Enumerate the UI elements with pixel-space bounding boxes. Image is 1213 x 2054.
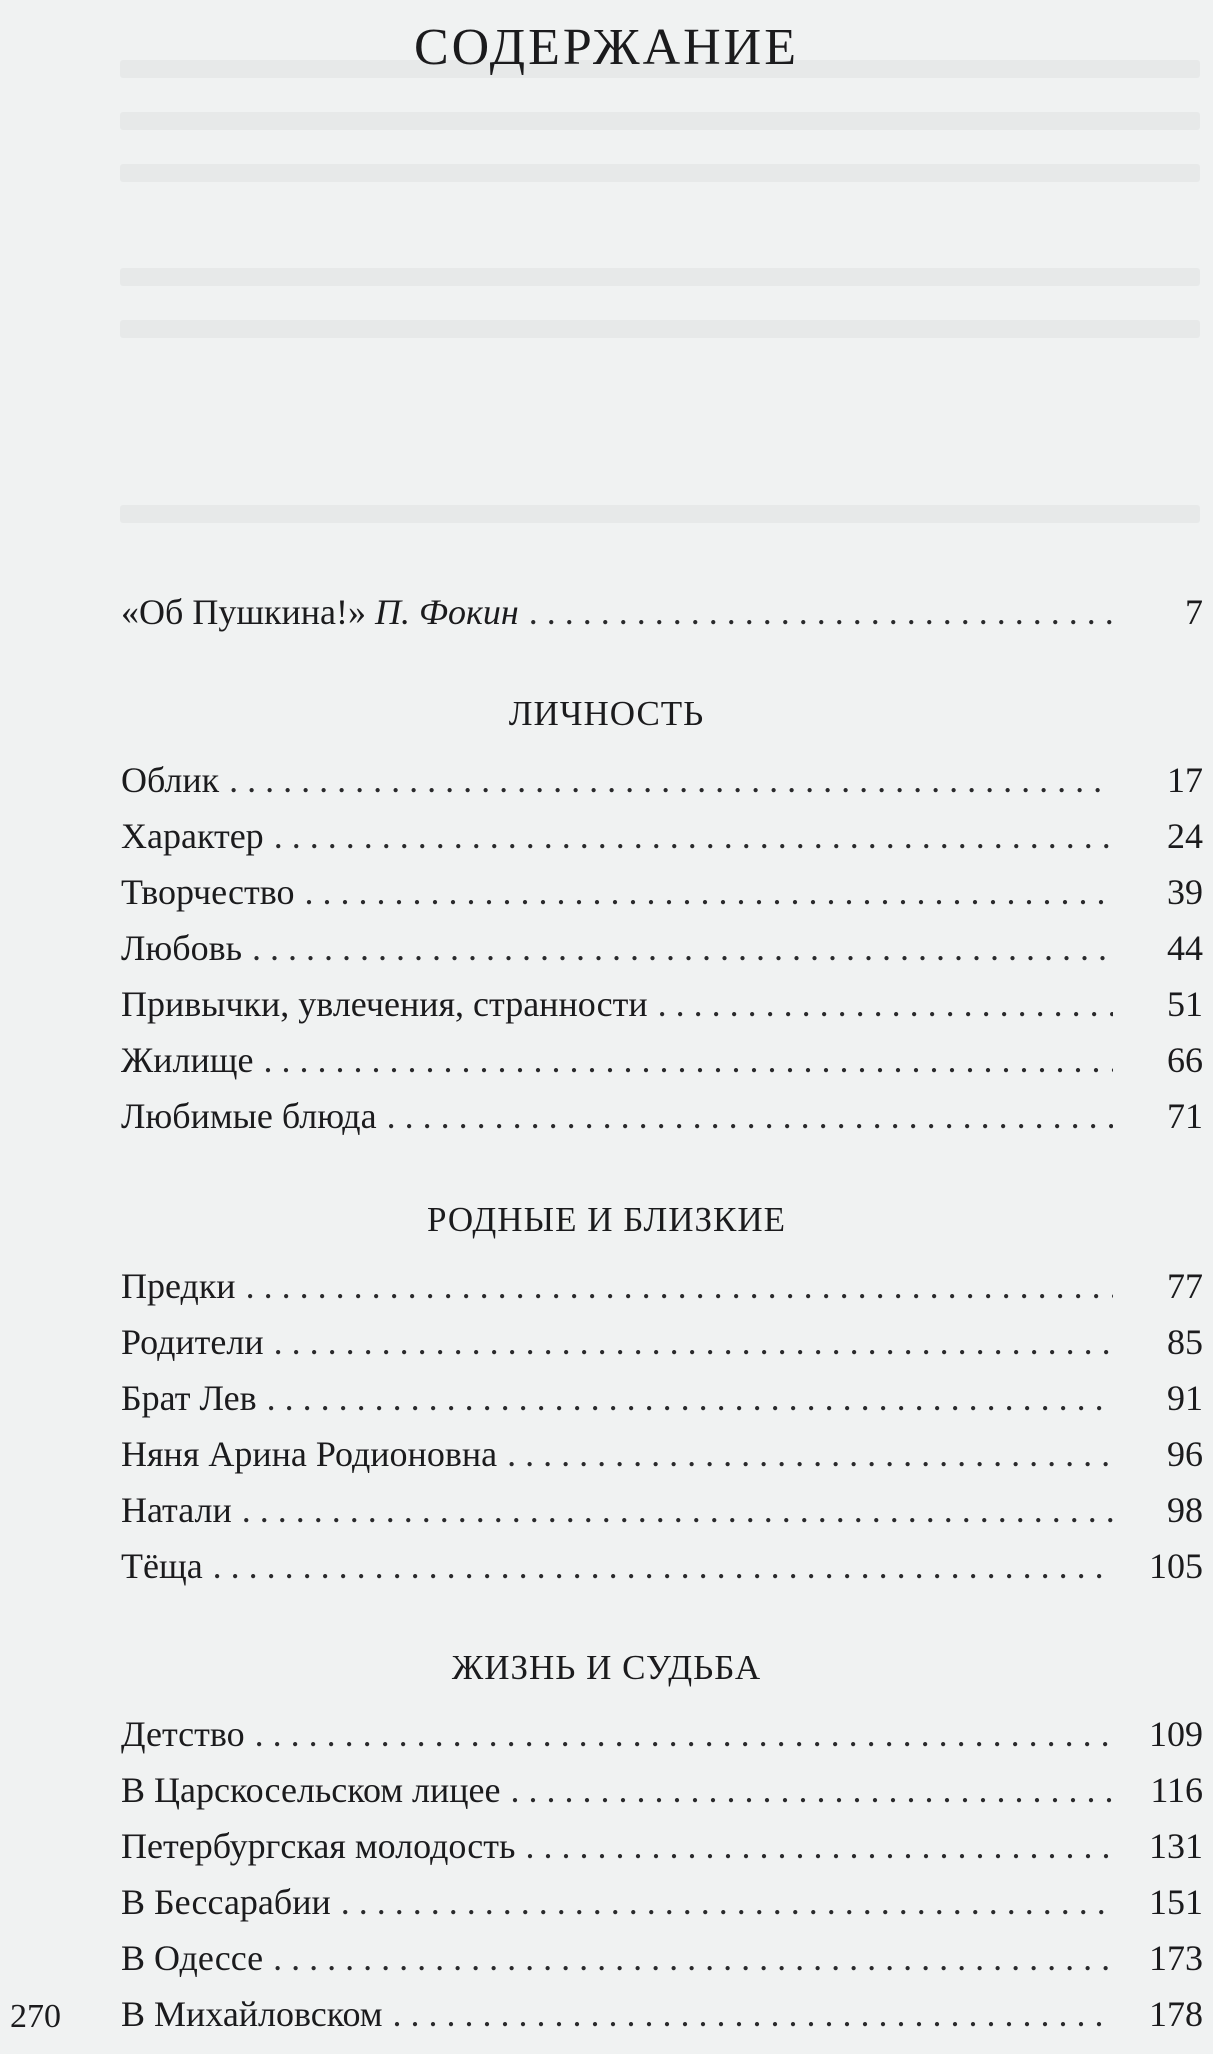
leader-dots bbox=[246, 1258, 1113, 1314]
toc-entry bbox=[121, 1930, 1203, 1986]
toc-entry-intro bbox=[121, 584, 1203, 640]
leader-dots bbox=[213, 1538, 1113, 1594]
toc-page-number: 51 bbox=[1167, 984, 1203, 1024]
leader-dots bbox=[511, 1762, 1114, 1818]
toc-entry-title: Детство bbox=[121, 1714, 245, 1754]
toc-page-number: 173 bbox=[1149, 1938, 1203, 1978]
section-heading-lichnost: ЛИЧНОСТЬ bbox=[508, 694, 705, 733]
toc-page-number: 66 bbox=[1167, 1040, 1203, 1080]
bleed-through bbox=[120, 505, 1200, 523]
toc-page-number: 24 bbox=[1167, 816, 1203, 856]
toc-entry bbox=[121, 1818, 1203, 1874]
leader-dots bbox=[529, 584, 1113, 640]
leader-dots bbox=[658, 976, 1113, 1032]
leader-dots bbox=[305, 864, 1114, 920]
toc-page-number: 109 bbox=[1149, 1714, 1203, 1754]
page-title: СОДЕРЖАНИЕ bbox=[414, 19, 799, 76]
toc-entry-title: В Бессарабии bbox=[121, 1882, 331, 1922]
leader-dots bbox=[274, 1314, 1113, 1370]
toc-entry bbox=[121, 920, 1203, 976]
toc-entry-title: Петербургская молодость bbox=[121, 1826, 516, 1866]
leader-dots bbox=[274, 808, 1113, 864]
toc-entry-title: Характер bbox=[121, 816, 264, 856]
toc-entry bbox=[121, 1032, 1203, 1088]
toc-entry bbox=[121, 1258, 1203, 1314]
leader-dots bbox=[393, 1986, 1113, 2042]
toc-entry-title: Брат Лев bbox=[121, 1378, 257, 1418]
leader-dots bbox=[263, 1032, 1113, 1088]
toc-page-number: 85 bbox=[1167, 1322, 1203, 1362]
toc-page-number: 77 bbox=[1167, 1266, 1203, 1306]
toc-entry-title: Родители bbox=[121, 1322, 264, 1362]
toc-entry-title: Любовь bbox=[121, 928, 243, 968]
leader-dots bbox=[255, 1706, 1113, 1762]
toc-entry bbox=[121, 1426, 1203, 1482]
toc-entry bbox=[121, 1986, 1203, 2042]
leader-dots bbox=[252, 920, 1113, 976]
toc-page-number: 151 bbox=[1149, 1882, 1203, 1922]
toc-entry-title bbox=[121, 584, 519, 640]
toc-page-number: 91 bbox=[1167, 1378, 1203, 1418]
toc-entry-title: В Царскосельском лицее bbox=[121, 1770, 501, 1810]
toc-entry-title: В Одессе bbox=[121, 1938, 264, 1978]
leader-dots bbox=[229, 752, 1113, 808]
toc-page-number: 39 bbox=[1167, 872, 1203, 912]
leader-dots bbox=[242, 1482, 1113, 1538]
toc-page-number: 17 bbox=[1167, 760, 1203, 800]
intro-title: «Об Пушкина!» bbox=[121, 592, 367, 632]
toc-entry bbox=[121, 1706, 1203, 1762]
bleed-through bbox=[120, 268, 1200, 286]
toc-entry-title: Тёща bbox=[121, 1546, 203, 1586]
toc-page-number: 131 bbox=[1149, 1826, 1203, 1866]
toc-entry bbox=[121, 1482, 1203, 1538]
bleed-through bbox=[120, 320, 1200, 338]
bleed-through bbox=[120, 164, 1200, 182]
toc-entry bbox=[121, 1088, 1203, 1144]
toc-entry-title: Привычки, увлечения, странности bbox=[121, 984, 648, 1024]
toc-entry-title: Творчество bbox=[121, 872, 295, 912]
toc-entry bbox=[121, 1314, 1203, 1370]
page-number-folio: 270 bbox=[10, 1998, 61, 2035]
toc-entry bbox=[121, 752, 1203, 808]
toc-page-number: 71 bbox=[1167, 1096, 1203, 1136]
leader-dots bbox=[387, 1088, 1113, 1144]
toc-entry bbox=[121, 1370, 1203, 1426]
toc-page-number: 178 bbox=[1149, 1994, 1203, 2034]
toc-entry-title: Облик bbox=[121, 760, 220, 800]
toc-page-number: 7 bbox=[1185, 592, 1203, 632]
toc-page-number: 44 bbox=[1167, 928, 1203, 968]
toc-entry bbox=[121, 976, 1203, 1032]
toc-entry-title: Предки bbox=[121, 1266, 236, 1306]
intro-author: П. Фокин bbox=[375, 592, 519, 632]
leader-dots bbox=[273, 1930, 1113, 1986]
leader-dots bbox=[525, 1818, 1113, 1874]
section-heading-rodnye: РОДНЫЕ И БЛИЗКИЕ bbox=[426, 1200, 787, 1239]
leader-dots bbox=[507, 1426, 1113, 1482]
toc-entry-title: В Михайловском bbox=[121, 1994, 383, 2034]
toc-entry bbox=[121, 1538, 1203, 1594]
toc-entry-title: Любимые блюда bbox=[121, 1096, 377, 1136]
toc-entry bbox=[121, 864, 1203, 920]
toc-entry bbox=[121, 1874, 1203, 1930]
toc-page-number: 105 bbox=[1149, 1546, 1203, 1586]
leader-dots bbox=[267, 1370, 1113, 1426]
bleed-through bbox=[120, 112, 1200, 130]
toc-page-number: 116 bbox=[1150, 1770, 1203, 1810]
toc-page-number: 96 bbox=[1167, 1434, 1203, 1474]
toc-entry bbox=[121, 808, 1203, 864]
toc-entry bbox=[121, 1762, 1203, 1818]
leader-dots bbox=[341, 1874, 1113, 1930]
toc-page-number: 98 bbox=[1167, 1490, 1203, 1530]
toc-entry-title: Няня Арина Родионовна bbox=[121, 1434, 498, 1474]
section-heading-zhizn: ЖИЗНЬ И СУДЬБА bbox=[451, 1648, 762, 1687]
toc-entry-title: Натали bbox=[121, 1490, 232, 1530]
toc-entry-title: Жилище bbox=[121, 1040, 254, 1080]
